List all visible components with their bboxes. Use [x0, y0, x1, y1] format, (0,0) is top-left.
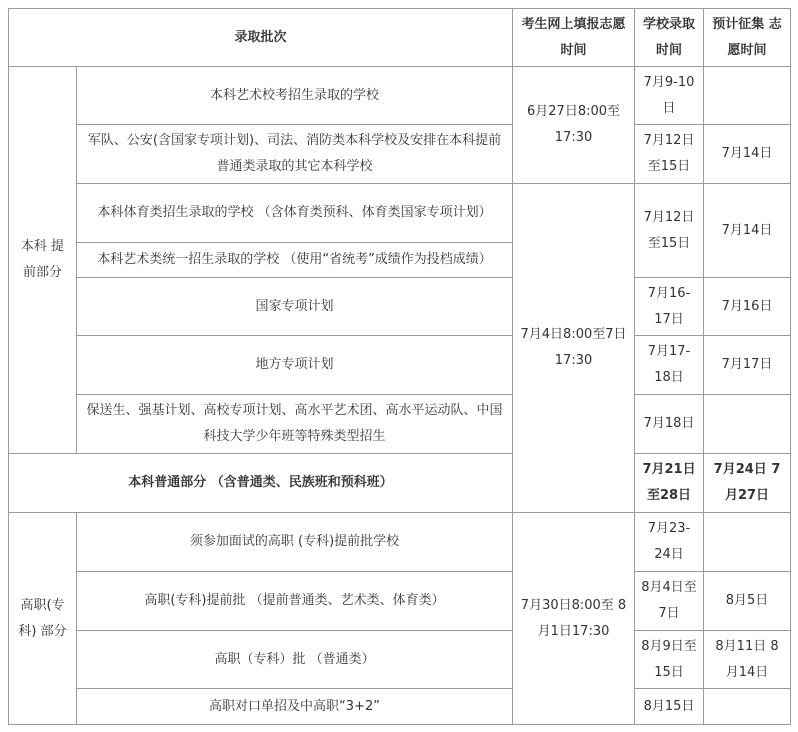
group-vocational: 高职(专科) 部分 [9, 513, 77, 725]
table-row [9, 454, 791, 513]
table-row [9, 125, 791, 184]
admission-schedule-table [8, 8, 791, 725]
solicitation-time-cell [704, 689, 791, 725]
batch-cell: 地方专项计划 [77, 336, 513, 395]
admission-time-cell: 7月16-17日 [635, 278, 704, 336]
group-undergrad-regular: 本科普通部分 （含普通类、民族班和预科班） [9, 454, 513, 513]
table-row [9, 67, 791, 125]
admission-time-cell: 7月23-24日 [635, 513, 704, 572]
solicitation-time-cell: 7月14日 [704, 125, 791, 184]
header-admission-time: 学校录取时间 [635, 9, 704, 67]
batch-cell: 军队、公安(含国家专项计划)、司法、消防类本科学校及安排在本科提前普通类录取的其它本科学校 [77, 125, 513, 184]
solicitation-time-cell: 8月11日 8月14日 [704, 631, 791, 689]
solicitation-time-cell [704, 513, 791, 572]
admission-time-cell: 7月9-10日 [635, 67, 704, 125]
batch-cell: 保送生、强基计划、高校专项计划、高水平艺术团、高水平运动队、中国科技大学少年班等特殊类型招生 [77, 395, 513, 454]
table-row [9, 336, 791, 395]
admission-time-cell: 7月18日 [635, 395, 704, 454]
table-row [9, 631, 791, 689]
header-batch: 录取批次 [9, 9, 513, 67]
batch-cell: 国家专项计划 [77, 278, 513, 336]
table-row [9, 689, 791, 725]
solicitation-time-cell [704, 395, 791, 454]
header-solicitation-time: 预计征集 志愿时间 [704, 9, 791, 67]
filing-time-cell: 6月27日8:00至17:30 [513, 67, 635, 184]
solicitation-time-cell: 7月16日 [704, 278, 791, 336]
group-undergrad-early: 本科 提前部分 [9, 67, 77, 454]
admission-time-cell: 7月21日至28日 [635, 454, 704, 513]
batch-cell: 高职（专科）批 （普通类） [77, 631, 513, 689]
table-row [9, 395, 791, 454]
solicitation-time-cell: 7月14日 [704, 184, 791, 278]
batch-cell: 须参加面试的高职 (专科)提前批学校 [77, 513, 513, 572]
table-row [9, 572, 791, 631]
admission-time-cell: 7月12日至15日 [635, 184, 704, 278]
filing-time-cell: 7月4日8:00至7日17:30 [513, 184, 635, 513]
solicitation-time-cell [704, 67, 791, 125]
solicitation-time-cell: 7月24日 7月27日 [704, 454, 791, 513]
admission-time-cell: 8月9日至15日 [635, 631, 704, 689]
table-row [9, 513, 791, 572]
admission-time-cell: 7月17-18日 [635, 336, 704, 395]
batch-cell: 高职(专科)提前批 （提前普通类、艺术类、体育类） [77, 572, 513, 631]
header-row [9, 9, 791, 67]
admission-time-cell: 8月15日 [635, 689, 704, 725]
batch-cell: 本科体育类招生录取的学校 （含体育类预科、体育类国家专项计划） [77, 184, 513, 243]
table-row [9, 278, 791, 336]
admission-time-cell: 7月12日至15日 [635, 125, 704, 184]
solicitation-time-cell: 8月5日 [704, 572, 791, 631]
admission-time-cell: 8月4日至7日 [635, 572, 704, 631]
filing-time-cell: 7月30日8:00至 8月1日17:30 [513, 513, 635, 725]
batch-cell: 本科艺术类统一招生录取的学校 （使用“省统考”成绩作为投档成绩） [77, 243, 513, 278]
header-filing-time: 考生网上填报志愿时间 [513, 9, 635, 67]
solicitation-time-cell: 7月17日 [704, 336, 791, 395]
batch-cell: 高职对口单招及中高职“3+2” [77, 689, 513, 725]
table-row [9, 184, 791, 243]
batch-cell: 本科艺术校考招生录取的学校 [77, 67, 513, 125]
